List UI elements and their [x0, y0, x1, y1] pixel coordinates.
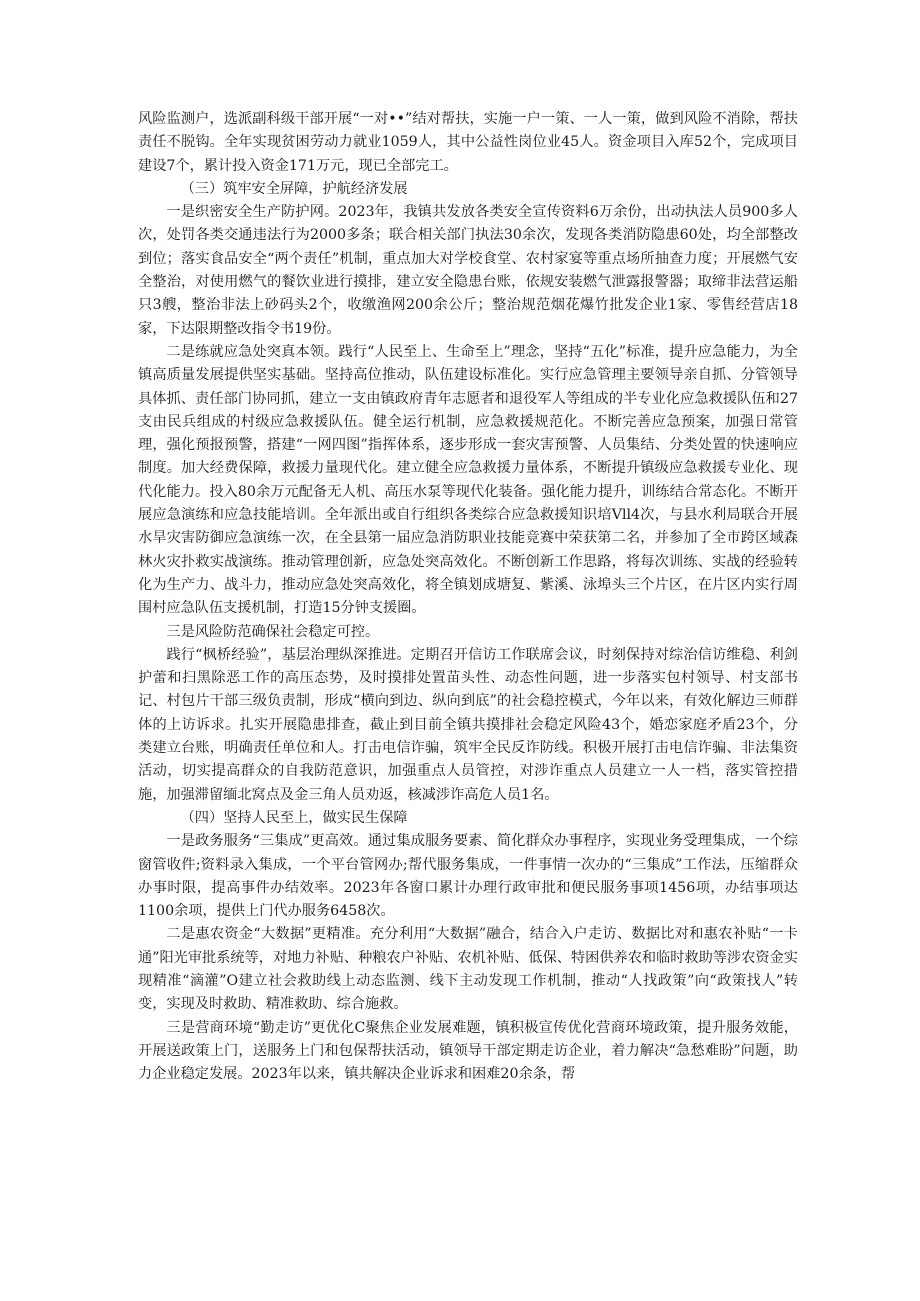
paragraph-continuation: 风险监测户，选派副科级干部开展“一对••”结对帮扶，实施一户一策、一人一策，做到风险不消除，帮扶责任不脱钩。全年实现贫困劳动力就业1059人，其中公益性岗位业45人。资金项目入库52个，完成项目建设7个，累计投入资金171万元，现已全部完工。	[138, 111, 798, 174]
section-heading-3: （三）筑牢安全屏障，护航经济发展	[180, 180, 408, 197]
paragraph-safety-production: 一是织密安全生产防护网。2023年，我镇共发放各类安全宣传资料6万余份，出动执法人员900多人次，处罚各类交通违法行为2000多条；联合相关部门执法30余次，发现各类消防隐患60处，均全部整改到位；落实食品安全“两个责任”机制，重点加大对学校食堂、农村家宴等重点场所抽查力度；开展燃气安全整治，对使用燃气的餐饮业进行摸排，建立安全隐患台账，依规安装燃气泄露报警器；取缔非法营运船只3艘，整治非法上砂码头2个，收缴渔网200余公斤；整治规范烟花爆竹批发企业1家、零售经营店18家，下达限期整改指令书19份。	[138, 204, 798, 337]
paragraph-fengqiao-experience: 践行“枫桥经验”，基层治理纵深推进。定期召开信访工作联席会议，时刻保持对综治信访维稳、利剑护蕾和扫黑除恶工作的高压态势，及时摸排处置苗头性、动态性问题，进一步落实包村领导、村支部书记、村包片干部三级负责制，形成“横向到边、纵向到底”的社会稳控模式，今年以来，有效化解边三师群体的上访诉求。扎实开展隐患排查，截止到目前全镇共摸排社会稳定风险43个，婚恋家庭矛盾23个，分类建立台账，明确责任单位和人。打击电信诈骗，筑牢全民反诈防线。积极开展打击电信诈骗、非法集资活动，切实提高群众的自我防范意识，加强重点人员管控，对涉诈重点人员建立一人一档，落实管控措施，加强滞留缅北窝点及金三角人员劝返，核减涉诈高危人员1名。	[138, 646, 798, 803]
paragraph-risk-prevention-title: 三是风险防范确保社会稳定可控。	[166, 623, 380, 640]
section-heading-4: （四）坚持人民至上，做实民生保障	[180, 809, 408, 826]
paragraph-emergency-response: 二是练就应急处突真本领。践行“人民至上、生命至上”理念，坚持“五化”标准，提升应急能力，为全镇高质量发展提供坚实基础。坚持高位推动，队伍建设标准化。实行应急管理主要领导亲自抓、分管领导具体抓、责任部门协同抓，建立一支由镇政府青年志愿者和退役军人等组成的半专业化应急救援队伍和27支由民兵组成的村级应急救援队伍。健全运行机制，应急救援规范化。不断完善应急预案，加强日常管理，强化预报预警，搭建“一网四图”指挥体系，逐步形成一套灾害预警、人员集结、分类处置的快速响应制度。加大经费保障，救援力量现代化。建立健全应急救援力量体系，不断提升镇级应急救援专业化、现代化能力。投入80余万元配备无人机、高压水泵等现代化装备。强化能力提升，训练结合常态化。不断开展应急演练和应急技能培训。全年派出或自行组织各类综合应急救援知识培Vll4次，与县水利局联合开展水旱灾害防御应急演练一次，在全县第一届应急消防职业技能竞赛中荣获第二名，并参加了全市跨区域森林火灾扑救实战演练。推动管理创新，应急处突高效化。不断创新工作思路，将每次训练、实战的经验转化为生产力、战斗力，推动应急处突高效化，将全镇划成塘复、紫溪、泳埠头三个片区，在片区内实行周围村应急队伍支援机制，打造15分钟支援圈。	[138, 343, 798, 617]
paragraph-business-environment: 三是营商环境“勤走访”更优化C聚焦企业发展难题，镇积极宣传优化营商环境政策，提升服务效能，开展送政策上门，送服务上门和包保帮扶活动，镇领导干部定期走访企业，着力解决“急愁难盼”问题，助力企业稳定发展。2023年以来，镇共解决企业诉求和困难20余条，帮	[138, 1019, 798, 1083]
paragraph-agricultural-subsidy: 二是惠农资金“大数据”更精准。充分利用“大数据”融合，结合入户走访、数据比对和惠农补贴“一卡通”阳光审批系统等，对地力补贴、种粮农户补贴、农机补贴、低保、特困供养农和临时救助等涉农资金实现精准“滴灌”O建立社会救助线上动态监测、线下主动发现工作机制，推动“人找政策”向“政策找人”转变，实现及时救助、精准救助、综合施救。	[138, 926, 798, 1013]
paragraph-government-services: 一是政务服务“三集成”更高效。通过集成服务要素、简化群众办事程序，实现业务受理集成，一个综窗管收件;资料录入集成，一个平台管网办;帮代服务集成，一件事情一次办的“三集成”工作法，压缩群众办事时限，提高事件办结效率。2023年各窗口累计办理行政审批和便民服务事项1456项，办结事项达1100余项，提供上门代办服务6458次。	[138, 833, 798, 920]
document-page	[138, 108, 798, 1086]
